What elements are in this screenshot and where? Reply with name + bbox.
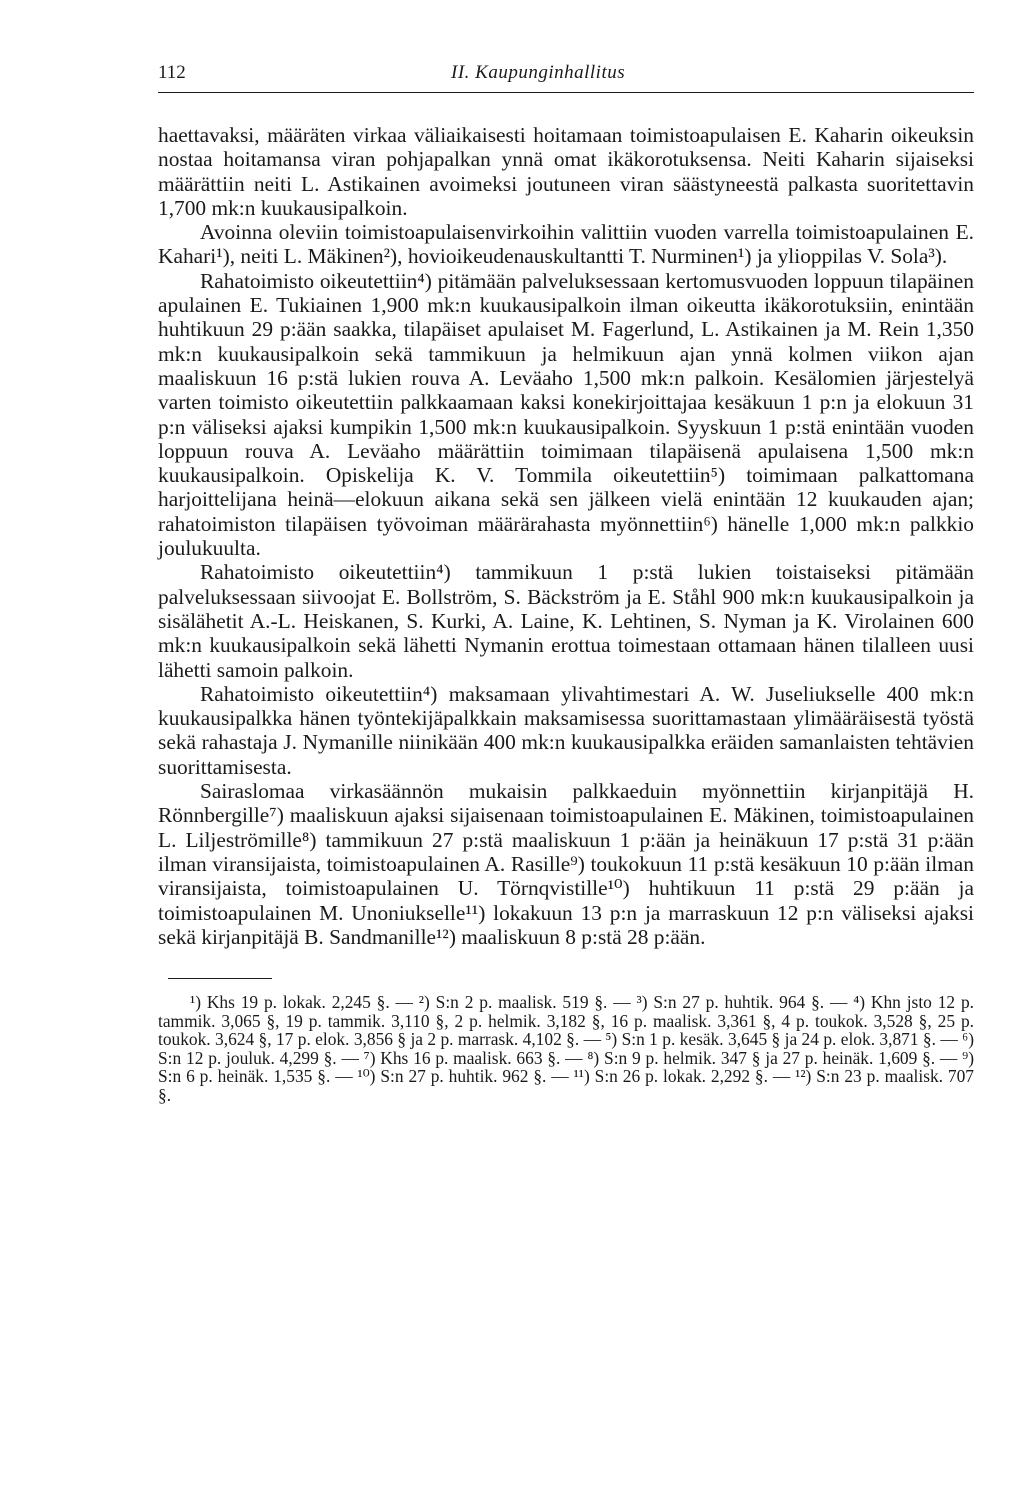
paragraph-continued: haettavaksi, määräten virkaa väliaikaisesti hoitamaan toimistoapulaisen E. Kaharin oikeuksin nostaa hoitamansa viran pohjapalkan ynnä omat ikäkorotuksensa. Neiti Kaharin sijaiseksi määrättiin neiti L. Astikainen avoimeksi joutuneen viran säästyneestä palkasta suoritettavin 1,700 mk:n kuukausipalkoin. — [158, 123, 974, 220]
paragraph: Rahatoimisto oikeutettiin⁴) tammikuun 1 p:stä lukien toistaiseksi pitämään palveluksessaan siivoojat E. Bollström, S. Bäckström ja E. Ståhl 900 mk:n kuukausipalkoin ja sisälähetit A.-L. Heiskanen, S. Kurki, A. Laine, K. Lehtinen, S. Nyman ja K. Virolainen 600 mk:n kuukausipalkoin sekä lähetti Nymanin erottua toimestaan ottamaan hänen tilalleen uusi lähetti samoin palkoin. — [158, 560, 974, 682]
body-text — [158, 123, 974, 949]
footnotes — [158, 993, 974, 1105]
paragraph: Rahatoimisto oikeutettiin⁴) maksamaan ylivahtimestari A. W. Juseliukselle 400 mk:n kuukausipalkka hänen työntekijäpalkkain maksamisessa suorittamastaan ylimääräisestä työstä sekä rahastaja J. Nymanille niinikään 400 mk:n kuukausipalkka eräiden samanlaisten tehtävien suorittamisesta. — [158, 681, 974, 779]
footnote-text: ¹) Khs 19 p. lokak. 2,245 §. — ²) S:n 2 p. maalisk. 519 §. — ³) S:n 27 p. huhtik. 964 §. — ⁴) Khn jsto 12 p. tammik. 3,065 §, 19 p. tammik. 3,110 §, 2 p. helmik. 3,182 §, 16 p. maalisk. 3,361 §, 4 p. toukok. 3,528 §, 25 p. toukok. 3,624 §, 17 p. elok. 3,856 § ja 2 p. marrask. 4,102 §. — ⁵) S:n 1 p. kesäk. 3,645 § ja 24 p. elok. 3,871 §. — ⁶) S:n 12 p. jouluk. 4,299 §. — ⁷) Khs 16 p. maalisk. 663 §. — ⁸) S:n 9 p. helmik. 347 § ja 27 p. heinäk. 1,609 §. — ⁹) S:n 6 p. heinäk. 1,535 §. — ¹⁰) S:n 27 p. huhtik. 962 §. — ¹¹) S:n 26 p. lokak. 2,292 §. — ¹²) S:n 23 p. maalisk. 707 §. — [158, 992, 974, 1106]
footnote-rule — [168, 978, 272, 979]
paragraph: Rahatoimisto oikeutettiin⁴) pitämään palveluksessaan kertomusvuoden loppuun tilapäinen apulainen E. Tukiainen 1,900 mk:n kuukausipalkoin ilman oikeutta ikäkorotuksiin, enintään huhtikuun 29 p:ään saakka, tilapäiset apulaiset M. Fagerlund, L. Astikainen ja M. Rein 1,350 mk:n kuukausipalkoin sekä tammikuun ja helmikuun ajan ynnä kolmen viikon ajan maaliskuun 16 p:stä lukien rouva A. Leväaho 1,500 mk:n palkoin. Kesälomien järjestelyä varten toimisto oikeutettiin palkkaamaan kaksi konekirjoittajaa kesäkuun 1 p:n ja elokuun 31 p:n väliseksi ajaksi kumpikin 1,500 mk:n kuukausipalkoin. Syyskuun 1 p:stä enintään vuoden loppuun rouva A. Leväaho määrättiin toimimaan tilapäisenä apulaisena 1,500 mk:n kuukausipalkoin. Opiskelija K. V. Tommila oikeutettiin⁵) toimimaan palkattomana harjoittelijana heinä—elokuun aikana sekä sen jälkeen vielä enintään 12 kuukauden ajan; rahatoimiston tilapäisen työvoiman määrärahasta myönnettiin⁶) hänelle 1,000 mk:n palkkio joulukuulta. — [158, 268, 974, 561]
paragraph: Avoinna oleviin toimistoapulaisenvirkoihin valittiin vuoden varrella toimistoapulainen E. Kahari¹), neiti L. Mäkinen²), hovioikeudenauskultantti T. Nurminen¹) ja ylioppilas V. Sola³). — [158, 220, 974, 269]
page-number: 112 — [158, 62, 186, 83]
page-header — [158, 62, 974, 90]
header-rule — [158, 92, 974, 93]
running-title: II. Kaupunginhallitus — [451, 62, 626, 83]
paragraph: Sairaslomaa virkasäännön mukaisin palkkaeduin myönnettiin kirjanpitäjä H. Rönnbergille⁷) maaliskuun ajaksi sijaisenaan toimistoapulainen E. Mäkinen, toimistoapulainen L. Liljeströmille⁸) tammikuun 27 p:stä maaliskuun 1 p:ään ja heinäkuun 17 p:stä 31 p:ään ilman viransijaista, toimistoapulainen A. Rasille⁹) toukokuun 11 p:stä kesäkuun 10 p:ään ilman viransijaista, toimistoapulainen U. Törnqvistille¹⁰) huhtikuun 11 p:stä 29 p:ään ja toimistoapulainen M. Unoniukselle¹¹) lokakuun 13 p:n ja marraskuun 12 p:n väliseksi ajaksi sekä kirjanpitäjä B. Sandmanille¹²) maaliskuun 8 p:stä 28 p:ään. — [158, 779, 974, 949]
